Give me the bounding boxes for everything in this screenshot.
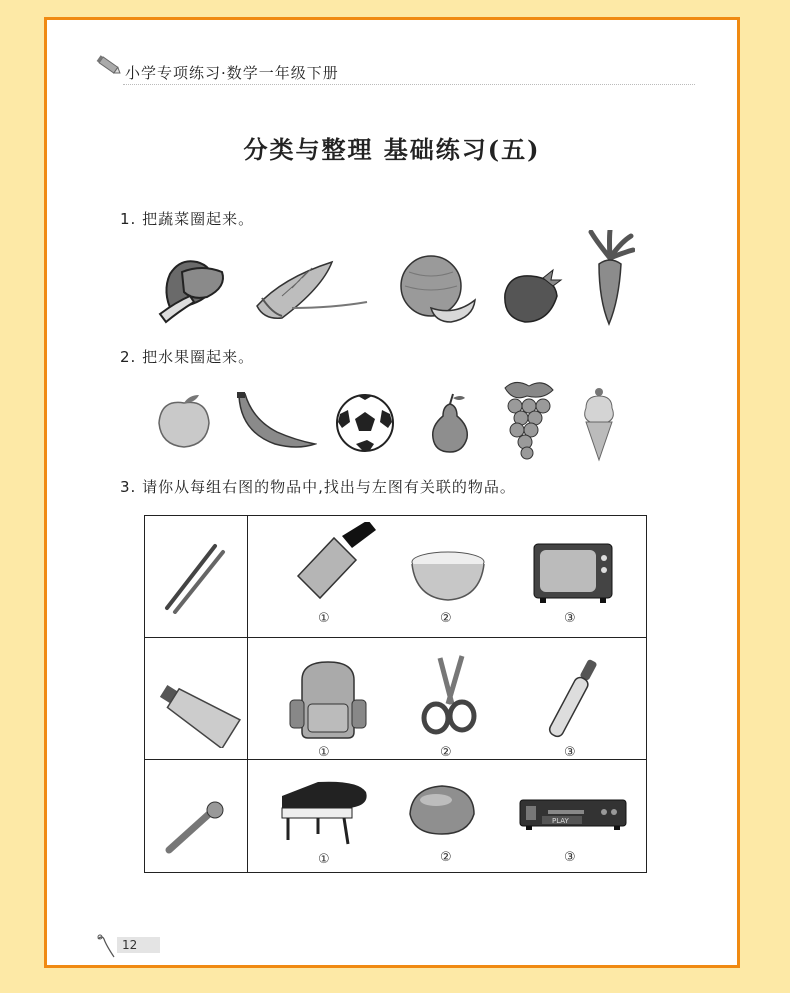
left-cell	[145, 760, 248, 873]
electric-toothbrush-image[interactable]	[548, 654, 598, 744]
page-number: 12	[117, 937, 160, 953]
soccer-ball-image[interactable]	[334, 392, 396, 454]
left-cell	[145, 638, 248, 760]
option-label-2: ②	[440, 745, 452, 760]
option-label-3: ③	[564, 850, 576, 865]
bamboo-shoot-image[interactable]	[257, 262, 367, 318]
option-label-1: ①	[318, 852, 330, 867]
cleaver-image[interactable]	[294, 522, 380, 602]
table-row	[145, 760, 647, 873]
header-divider	[123, 84, 695, 85]
question-2: 2. 把水果圈起来。	[120, 348, 255, 366]
pencil-icon	[95, 53, 123, 79]
matching-table	[144, 515, 647, 873]
carrot-image[interactable]	[585, 230, 635, 326]
strawberry-image[interactable]	[499, 268, 563, 326]
piano-image[interactable]	[278, 778, 370, 848]
page-header	[95, 53, 685, 82]
cantaloupe-image[interactable]	[395, 252, 479, 326]
rice-bowl-image[interactable]	[410, 550, 486, 602]
page-title: 分类与整理 基础练习(五)	[243, 135, 541, 164]
dvd-screen-text: PLAY	[552, 817, 569, 825]
table-row	[145, 516, 647, 638]
options-cell	[248, 760, 647, 873]
table-row	[145, 638, 647, 760]
dvd-player-image[interactable]	[518, 798, 628, 834]
header-text: 小学专项练习·数学一年级下册	[125, 64, 339, 82]
swirl-icon	[94, 933, 118, 959]
banana-image[interactable]	[235, 392, 317, 452]
backpack-image[interactable]	[288, 660, 368, 740]
key-image	[163, 798, 233, 858]
option-label-3: ③	[564, 611, 576, 626]
option-label-2: ②	[440, 611, 452, 626]
question-3: 3. 请你从每组右图的物品中,找出与左图有关联的物品。	[120, 478, 516, 496]
options-cell	[248, 638, 647, 760]
page-sheet	[44, 17, 740, 968]
toothpaste-image	[153, 678, 241, 748]
option-label-3: ③	[564, 745, 576, 760]
question-1: 1. 把蔬菜圈起来。	[120, 210, 255, 228]
pear-image[interactable]	[429, 392, 471, 454]
peach-image[interactable]	[155, 393, 213, 449]
option-label-1: ①	[318, 611, 330, 626]
television-image[interactable]	[532, 542, 614, 604]
grapes-image[interactable]	[495, 378, 559, 460]
left-cell	[145, 516, 248, 638]
scissors-image[interactable]	[418, 654, 478, 738]
options-cell	[248, 516, 647, 638]
option-label-1: ①	[318, 745, 330, 760]
option-label-2: ②	[440, 850, 452, 865]
chopsticks-image	[163, 542, 227, 614]
chestnut-image[interactable]	[406, 782, 478, 838]
ice-cream-cone-image[interactable]	[580, 386, 618, 462]
bok-choy-image[interactable]	[152, 252, 232, 324]
